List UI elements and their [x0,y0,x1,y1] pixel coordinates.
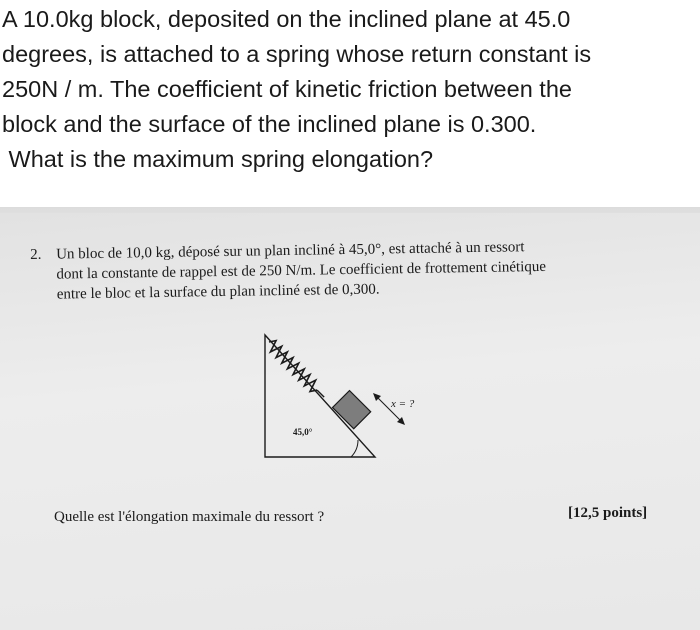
displacement-label: x = ? [391,398,415,410]
angle-arc [351,440,358,457]
footer-question: Quelle est l'élongation maximale du ressort ? [54,509,325,525]
question-line: degrees, is attached to a spring whose return constant is [2,41,592,67]
question-line: 250N / m. The coefficient of kinetic friction between the [2,76,572,102]
worksheet-paper [0,213,700,630]
question-text [2,2,696,177]
problem-line: dont la constante de rappel est de 250 N/m. Le coefficient de frottement cinétique [56,258,547,283]
angle-label: 45,0° [293,427,313,437]
worksheet-photo [0,207,700,630]
problem-number: 2. [30,246,42,263]
points-label: [12,5 points] [568,505,648,521]
question-line: A 10.0kg block, deposited on the inclined plane at 45.0 [2,6,571,32]
question-line: What is the maximum spring elongation? [2,146,434,172]
question-line: block and the surface of the inclined plane is 0.300. [2,111,537,137]
incline-triangle [265,335,375,457]
problem-line: Un bloc de 10,0 kg, déposé sur un plan incliné à 45,0°, est attaché à un ressort [56,239,525,263]
problem-line: entre le bloc et la surface du plan incliné est de 0,300. [56,281,380,303]
incline-figure [255,333,435,463]
block [333,391,371,429]
